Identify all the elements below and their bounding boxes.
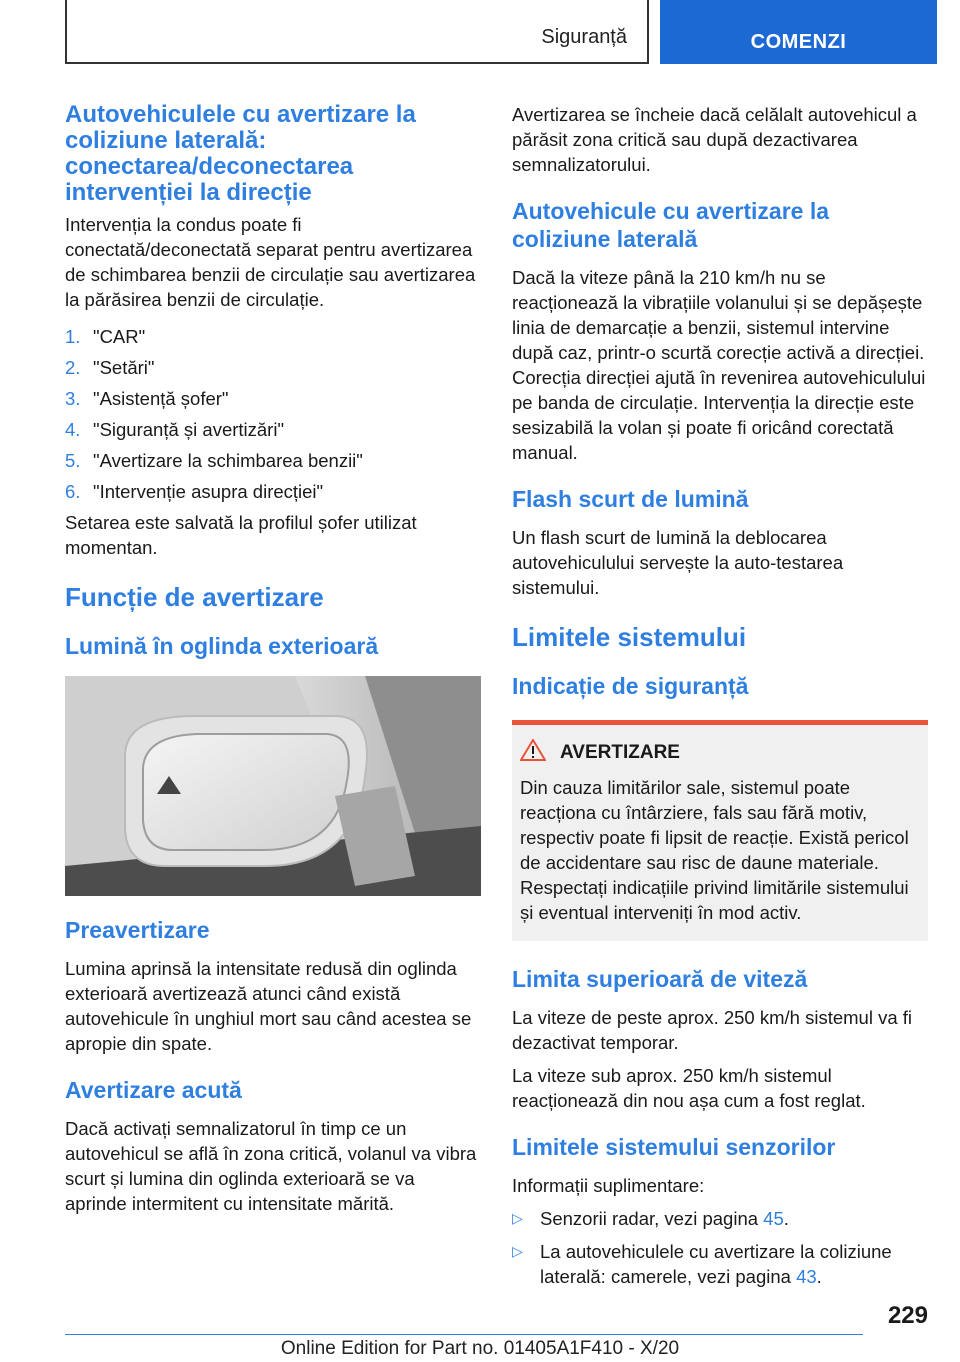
left-column (65, 102, 481, 1224)
mirror-image (65, 676, 481, 896)
paragraph-acute-warning: Dacă activați semnalizatorul în timp ce un autovehicul se află în zona critică, volanul va vibra scurt și lumina din oglinda exterioară se va aprinde intermitent cu intensitate mărită. (65, 1118, 477, 1214)
list-item: ▷ Senzorii radar, vezi pagina 45. (512, 1208, 789, 1229)
step-item: 5. "Avertizare la schimbarea benzii" (65, 450, 363, 471)
paragraph-profile: Setarea este salvată la profilul șofer utilizat momentan. (65, 512, 417, 558)
reference-list (512, 1206, 928, 1289)
heading-prewarning: Preavertizare (65, 917, 210, 943)
list-item: ▷ La autovehiculele cu avertizare la coliziune laterală: camerele, vezi pagina 43. (512, 1241, 892, 1287)
step-item: 4. "Siguranță și avertizări" (65, 419, 285, 440)
settings-steps (65, 324, 481, 504)
paragraph-speed-1: La viteze de peste aprox. 250 km/h sistemul va fi dezactivat temporar. (512, 1007, 913, 1053)
heading-safety-note: Indicație de siguranță (512, 673, 749, 699)
paragraph-side-collision: Dacă la viteze până la 210 km/h nu se reacționează la vibrațiile volanului și se depășește linia de demarcație a benzii, sistemul intervine după caz, printr-o scurtă corecție activă a direcției. Corecția direcției ajută în revenirea autovehiculului pe banda de circulație. Intervenția la direcție este sesizabilă la volan și poate fi oricând corectată manual. (512, 267, 926, 463)
warning-text: Din cauza limitărilor sale, sistemul poate reacționa cu întârziere, fals sau fără motiv, respectiv poate fi lipsit de reacție. Există pericol de accidentare sau risc de daune materiale. Respectați indicațiile privind limitările sistemului și eventual interveniți în mod activ. (520, 777, 909, 923)
heading-acute-warning: Avertizare acută (65, 1077, 242, 1103)
chapter-tab[interactable]: COMENZI (660, 0, 937, 64)
heading-mirror-light: Lumină în oglinda exterioară (65, 633, 379, 659)
paragraph-warning-end: Avertizarea se încheie dacă celălalt autovehicul a părăsit zona critică sau după dezactivarea semnalizatorului. (512, 104, 917, 175)
footer-divider (65, 1334, 863, 1335)
heading-speed-limit: Limita superioară de viteză (512, 966, 808, 992)
warning-triangle-icon (520, 739, 560, 767)
heading-sensor-limits: Limitele sistemului senzorilor (512, 1134, 836, 1160)
page-link[interactable]: 43 (796, 1266, 817, 1287)
heading-side-collision-steering: Autovehiculele cu avertizare la coliziune laterală: conectarea/deconectarea intervenției la direcție (65, 101, 416, 206)
right-column (512, 102, 928, 1297)
heading-warning-function: Funcție de avertizare (65, 582, 324, 612)
section-title: Siguranță (541, 26, 627, 48)
footer-edition: Online Edition for Part no. 01405A1F410 - X/20 (280, 1338, 680, 1359)
arrow-bullet-icon: ▷ (512, 1210, 523, 1226)
warning-box (512, 720, 928, 941)
heading-light-flash: Flash scurt de lumină (512, 486, 749, 512)
page-link[interactable]: 45 (763, 1208, 784, 1229)
page-number: 229 (887, 1302, 928, 1329)
step-item: 3. "Asistență șofer" (65, 388, 229, 409)
side-mirror-illustration (65, 676, 481, 896)
arrow-bullet-icon: ▷ (512, 1243, 523, 1259)
step-item: 6. "Intervenție asupra direcției" (65, 481, 324, 502)
step-item: 2. "Setări" (65, 357, 155, 378)
step-item: 1. "CAR" (65, 326, 146, 347)
heading-system-limits: Limitele sistemului (512, 622, 747, 652)
paragraph-light-flash: Un flash scurt de lumină la deblocarea autovehiculului servește la auto-testarea sistemului. (512, 527, 844, 598)
paragraph-speed-2: La viteze sub aprox. 250 km/h sistemul reacționează din nou așa cum a fost reglat. (512, 1065, 866, 1111)
paragraph-prewarning: Lumina aprinsă la intensitate redusă din oglinda exterioară avertizează atunci când există autovehicule în unghiul mort sau când acestea se apropie din spate. (65, 958, 472, 1054)
heading-side-collision: Autovehicule cu avertizare la coliziune laterală (512, 198, 830, 252)
paragraph-intervention: Intervenția la condus poate fi conectată/deconectată separat pentru avertizarea de schimbarea benzii de circulație sau avertizarea la părăsirea benzii de circulație. (65, 214, 476, 310)
warning-title: AVERTIZARE (520, 739, 920, 767)
paragraph-info: Informații suplimentare: (512, 1175, 705, 1196)
header-bar (65, 0, 649, 64)
